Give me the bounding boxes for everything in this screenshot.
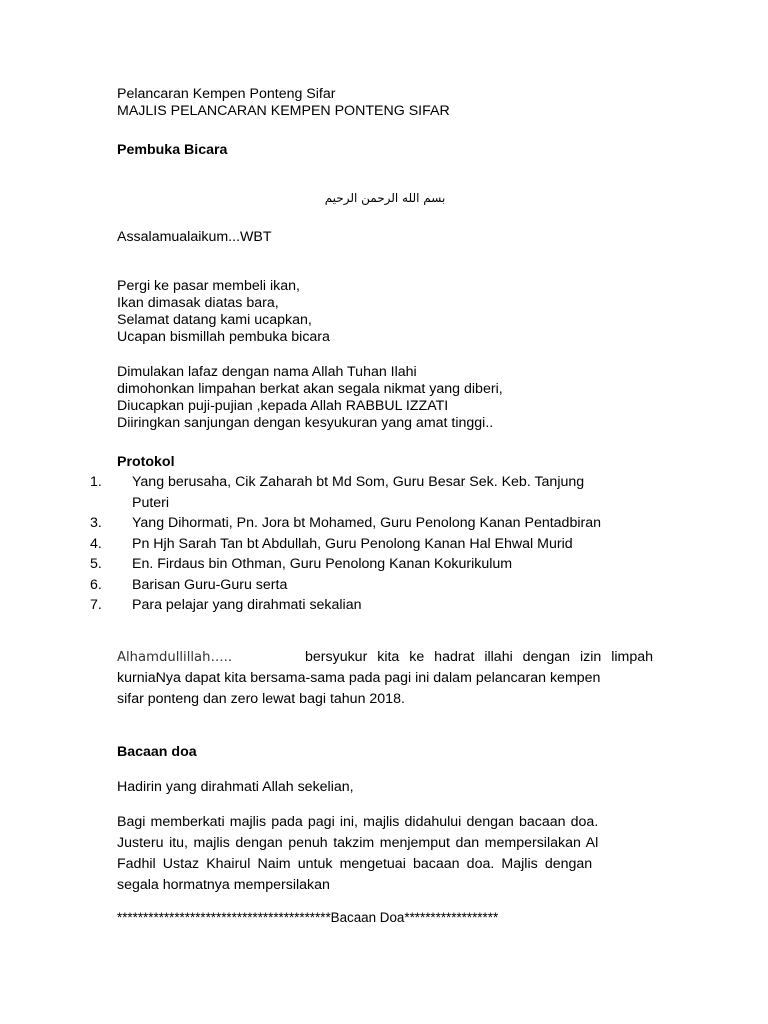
pantun-2 (117, 364, 653, 432)
heading-bacaan-doa: Bacaan doa (117, 744, 197, 760)
document-subtitle: MAJLIS PELANCARAN KEMPEN PONTENG SIFAR (117, 103, 450, 119)
protokol-list (90, 472, 653, 616)
list-number: 6. (90, 576, 102, 593)
list-text: Yang Dihormati, Pn. Jora bt Mohamed, Guru Penolong Kanan Pentadbiran (132, 515, 601, 531)
heading-pembuka-bicara: Pembuka Bicara (117, 142, 228, 158)
alhamdulillah-line-1 (117, 647, 653, 668)
list-item (90, 575, 653, 596)
list-item (90, 513, 653, 534)
list-number: 7. (90, 597, 102, 613)
alhamdulillah-line-3: sifar ponteng dan zero lewat bagi tahun 2018. (117, 691, 405, 707)
list-number: 4. (90, 535, 102, 552)
doa-line: segala hormatnya mempersilakan (117, 877, 330, 893)
list-item (90, 554, 653, 575)
list-text: Pn Hjh Sarah Tan bt Abdullah, Guru Penolong Kanan Hal Ehwal Murid (132, 535, 573, 552)
list-text-continuation: Puteri (132, 494, 170, 511)
doa-line: Justeru itu, majlis dengan penuh takzim menjemput dan mempersilakan Al (117, 835, 599, 851)
pantun-line: Diucapkan puji-pujian ,kepada Allah RABBUL IZZATI (117, 398, 449, 414)
list-item (90, 472, 653, 513)
doa-line: Fadhil Ustaz Khairul Naim untuk mengetuai bacaan doa. Majlis dengan (117, 856, 593, 872)
list-number: 3. (90, 515, 102, 531)
pantun-line: Selamat datang kami ucapkan, (117, 312, 312, 328)
heading-protokol: Protokol (117, 454, 175, 470)
alhamdulillah-lead: Alhamdullillah….. (117, 650, 233, 665)
list-number: 5. (90, 556, 102, 572)
pantun-line: Pergi ke pasar membeli ikan, (117, 278, 300, 294)
list-text: Barisan Guru-Guru serta (132, 576, 288, 593)
basmalah-text: بسم الله الرحمن الرحيم (324, 191, 446, 205)
pantun-line: Diiringkan sanjungan dengan kesyukuran yang amat tinggi.. (117, 415, 494, 431)
list-text: Yang berusaha, Cik Zaharah bt Md Som, Guru Besar Sek. Keb. Tanjung (132, 474, 585, 490)
doa-paragraph (117, 812, 653, 896)
list-number: 1. (90, 474, 102, 490)
bacaan-doa-divider: *****************************************Bacaan Doa****************** (117, 910, 499, 925)
alhamdulillah-line-2: kurniaNya dapat kita bersama-sama pada pagi ini dalam pelancaran kempen (117, 670, 601, 686)
doa-line: Bagi memberkati majlis pada pagi ini, majlis didahului dengan bacaan doa. (117, 814, 599, 830)
pantun-line: Dimulakan lafaz dengan nama Allah Tuhan Ilahi (117, 364, 417, 380)
list-item (90, 595, 653, 616)
pantun-line: Ucapan bismillah pembuka bicara (117, 329, 330, 345)
pantun-1 (117, 278, 653, 346)
greeting-text: Assalamualaikum...WBT (117, 229, 272, 245)
list-text: Para pelajar yang dirahmati sekalian (132, 597, 362, 613)
alhamdulillah-paragraph (117, 647, 653, 710)
pantun-line: dimohonkan limpahan berkat akan segala nikmat yang diberi, (117, 381, 503, 397)
pantun-line: Ikan dimasak diatas bara, (117, 295, 279, 311)
header-block (117, 86, 653, 120)
document-title: Pelancaran Kempen Ponteng Sifar (117, 86, 336, 102)
address-text: Hadirin yang dirahmati Allah sekelian, (117, 779, 354, 795)
alhamdulillah-line-1-rest: bersyukur kita ke hadrat illahi dengan izin limpah (305, 649, 653, 665)
list-item (90, 534, 653, 555)
list-text: En. Firdaus bin Othman, Guru Penolong Kanan Kokurikulum (132, 556, 513, 572)
